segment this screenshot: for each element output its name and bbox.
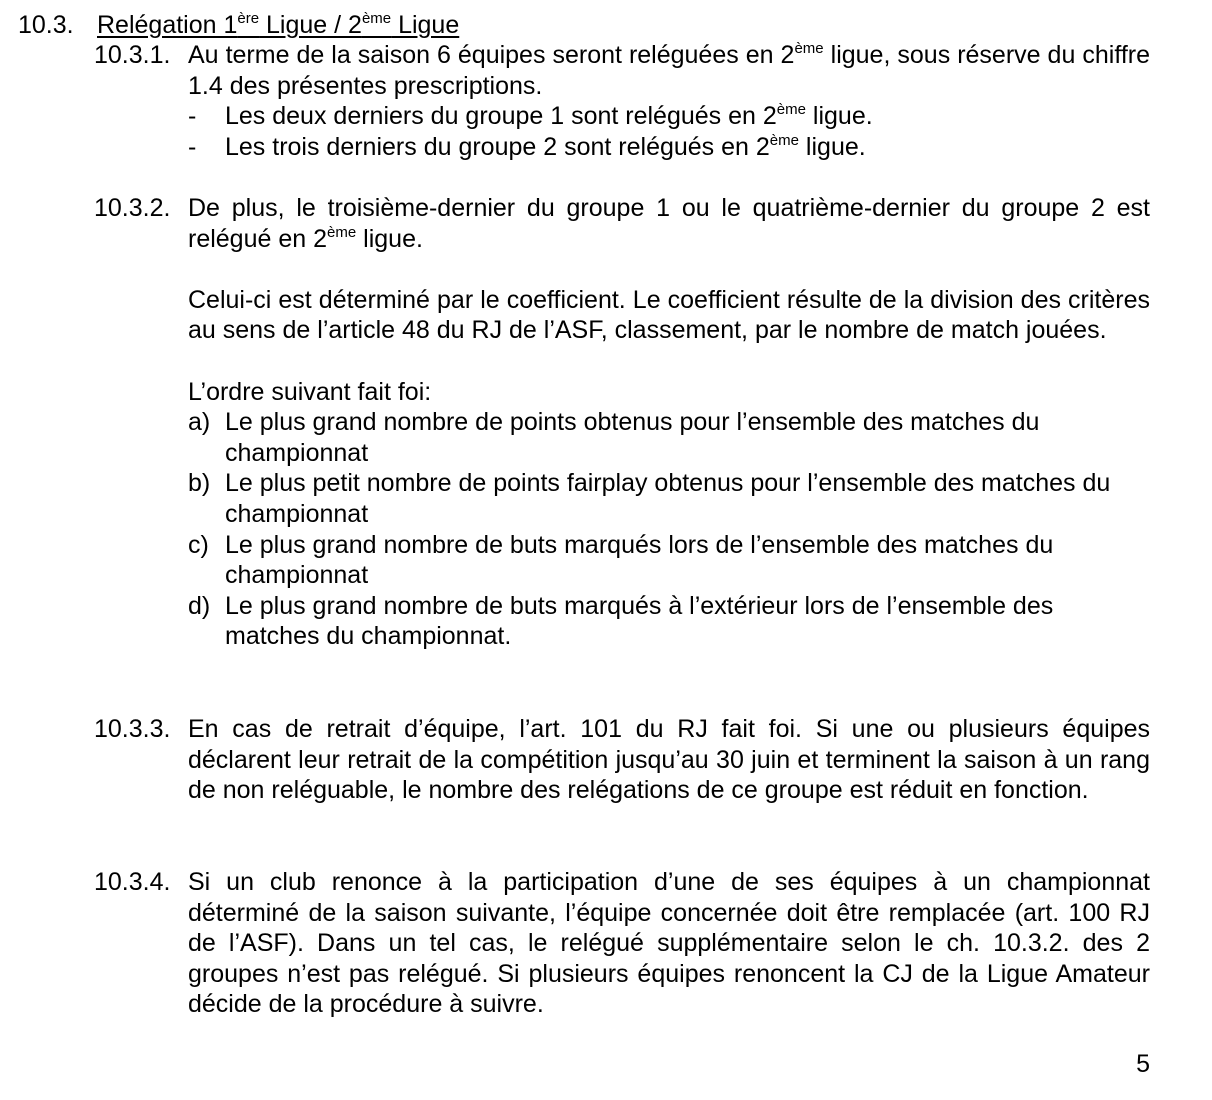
paragraph: Si un club renonce à la participation d’une de ses équipes à un championnat déterminé de la saison suivante, l’équipe concernée doit être remplacée (art. 100 RJ de l’ASF). Dans un tel cas, le relégué supplémentaire selon le ch. 10.3.2. des 2 groupes n’est pas relégué. Si plusieurs équipes renoncent la CJ de la Ligue Amateur décide de la procédure à suivre.	[188, 868, 1150, 1019]
subsection-10-3-4	[94, 867, 1150, 1020]
list-item: - Les trois derniers du groupe 2 sont relégués en 2ème ligue.	[188, 131, 866, 161]
list-item: b) Le plus petit nombre de points fairplay obtenus pour l’ensemble des matches du championnat	[188, 469, 1111, 528]
paragraph: L’ordre suivant fait foi:	[188, 377, 432, 406]
subsection-number: 10.3.3.	[94, 715, 171, 743]
list-item: a) Le plus grand nombre de points obtenus pour l’ensemble des matches du championnat	[188, 408, 1040, 467]
paragraph: Au terme de la saison 6 équipes seront reléguées en 2ème ligue, sous réserve du chiffre 1.4 des présentes prescriptions.	[188, 40, 1150, 100]
subsection-10-3-3	[94, 714, 1150, 806]
section-heading	[18, 10, 459, 41]
subsection-number: 10.3.2.	[94, 194, 171, 222]
list-marker: a)	[188, 408, 211, 437]
subsection-number: 10.3.1.	[94, 41, 171, 69]
section-title: Relégation 1ère Ligue / 2ème Ligue	[97, 10, 460, 39]
subsection-number: 10.3.4.	[94, 868, 171, 896]
paragraph: Celui-ci est déterminé par le coefficient. Le coefficient résulte de la division des critères au sens de l’article 48 du RJ de l’ASF, classement, par le nombre de match jouées.	[188, 285, 1150, 345]
list-marker: -	[188, 102, 197, 131]
list-item: c) Le plus grand nombre de buts marqués lors de l’ensemble des matches du championnat	[188, 530, 1054, 590]
subsection-10-3-2	[94, 193, 1150, 652]
paragraph: En cas de retrait d’équipe, l’art. 101 du RJ fait foi. Si une ou plusieurs équipes déclarent leur retrait de la compétition jusqu’au 30 juin et terminent la saison à un rang de non reléguable, le nombre des relégations de ce groupe est réduit en fonction.	[188, 715, 1150, 805]
subsection-10-3-1	[94, 40, 1150, 162]
list-marker: d)	[188, 591, 211, 620]
list-marker: -	[188, 132, 197, 161]
list-item: - Les deux derniers du groupe 1 sont relégués en 2ème ligue.	[188, 101, 873, 131]
list-marker: b)	[188, 469, 211, 498]
list-marker: c)	[188, 530, 209, 559]
list-item: d) Le plus grand nombre de buts marqués à l’extérieur lors de l’ensemble des matches du championnat.	[188, 591, 1054, 651]
page-number: 5	[1136, 1050, 1150, 1078]
section-number: 10.3.	[18, 11, 74, 39]
paragraph: De plus, le troisième-dernier du groupe 1 ou le quatrième-dernier du groupe 2 est relégué en 2ème ligue.	[188, 194, 1150, 253]
